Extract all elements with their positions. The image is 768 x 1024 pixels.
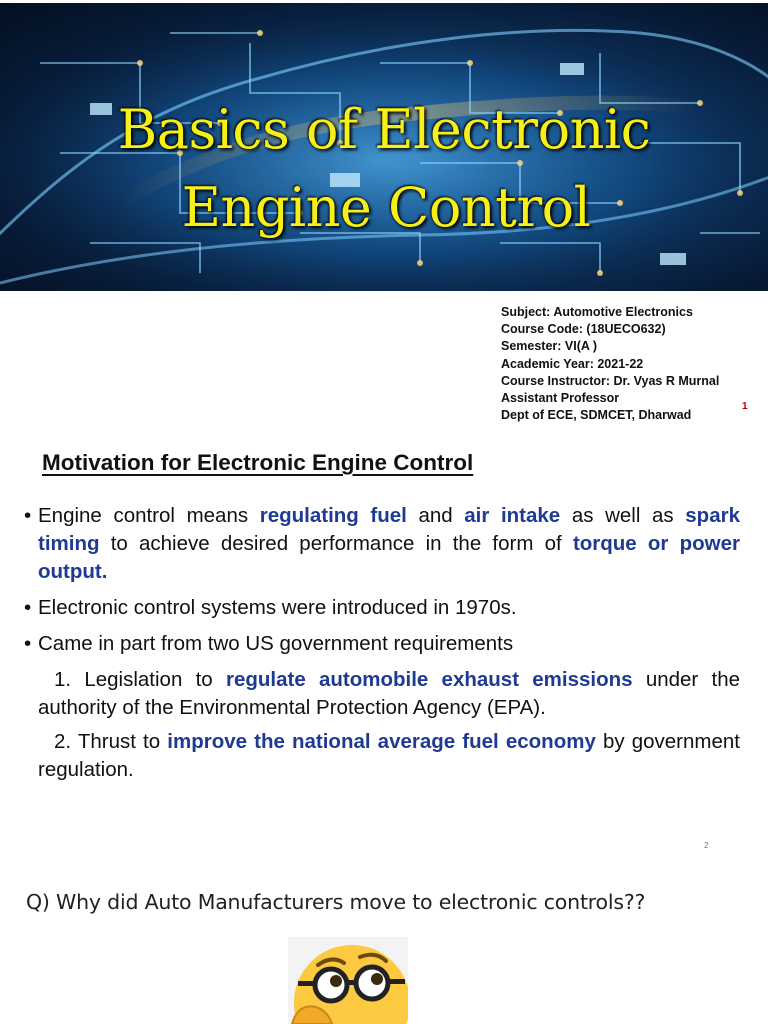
text-run: Engine control means	[38, 504, 260, 527]
text-run: 1. Legislation to	[54, 668, 226, 691]
slide-number: 2	[704, 841, 709, 850]
course-info-line: Dept of ECE, SDMCET, Dharwad	[501, 408, 692, 423]
highlight-text: regulate automobile exhaust emissions	[225, 668, 633, 691]
title-line-2: Engine Control	[181, 176, 591, 239]
highlight-text: improve the national average fuel economy	[167, 730, 596, 753]
text-run: as well as	[560, 504, 686, 527]
slide-title	[0, 91, 768, 247]
circuit-car-banner	[0, 3, 768, 291]
text-run: by government regulation.	[38, 730, 740, 781]
title-slide	[0, 0, 768, 430]
question-text: Q) Why did Auto Manufacturers move to electronic controls??	[26, 890, 646, 914]
bullet-item: • Electronic control systems were introduced in 1970s.	[24, 594, 740, 622]
course-info-line: Semester: VI(A )	[501, 339, 598, 354]
thinking-face-with-glasses-icon	[288, 937, 408, 1024]
bullet-item	[24, 502, 740, 586]
question-slide	[0, 870, 768, 1024]
highlight-text: spark timing	[38, 504, 740, 555]
course-info-line: Academic Year: 2021-22	[501, 356, 644, 371]
numbered-item	[24, 666, 740, 722]
highlight-text: regulating fuel	[259, 504, 407, 527]
text-run: under the authority of the Environmental Protection Agency (EPA).	[38, 668, 740, 719]
course-info-line: Course Code: (18UECO632)	[501, 322, 666, 337]
slide-number: 1	[742, 401, 748, 412]
title-line-1: Basics of Electronic	[117, 98, 651, 161]
course-info-line: Course Instructor: Dr. Vyas R Murnal	[501, 373, 720, 388]
slide-heading: Motivation for Electronic Engine Control	[42, 450, 474, 475]
course-info	[501, 304, 719, 424]
slide-body	[24, 502, 740, 790]
highlight-text: air intake	[464, 504, 561, 527]
text-run: and	[406, 504, 465, 527]
bullet-item: • Came in part from two US government requirements	[24, 630, 740, 658]
motivation-slide	[0, 432, 768, 862]
highlight-text: torque or power output.	[38, 532, 740, 583]
text-run: 2. Thrust to	[54, 730, 168, 753]
course-info-line: Subject: Automotive Electronics	[501, 305, 693, 319]
course-info-line: Assistant Professor	[501, 391, 620, 406]
text-run: to achieve desired performance in the form of	[99, 532, 573, 555]
numbered-item	[24, 728, 740, 784]
